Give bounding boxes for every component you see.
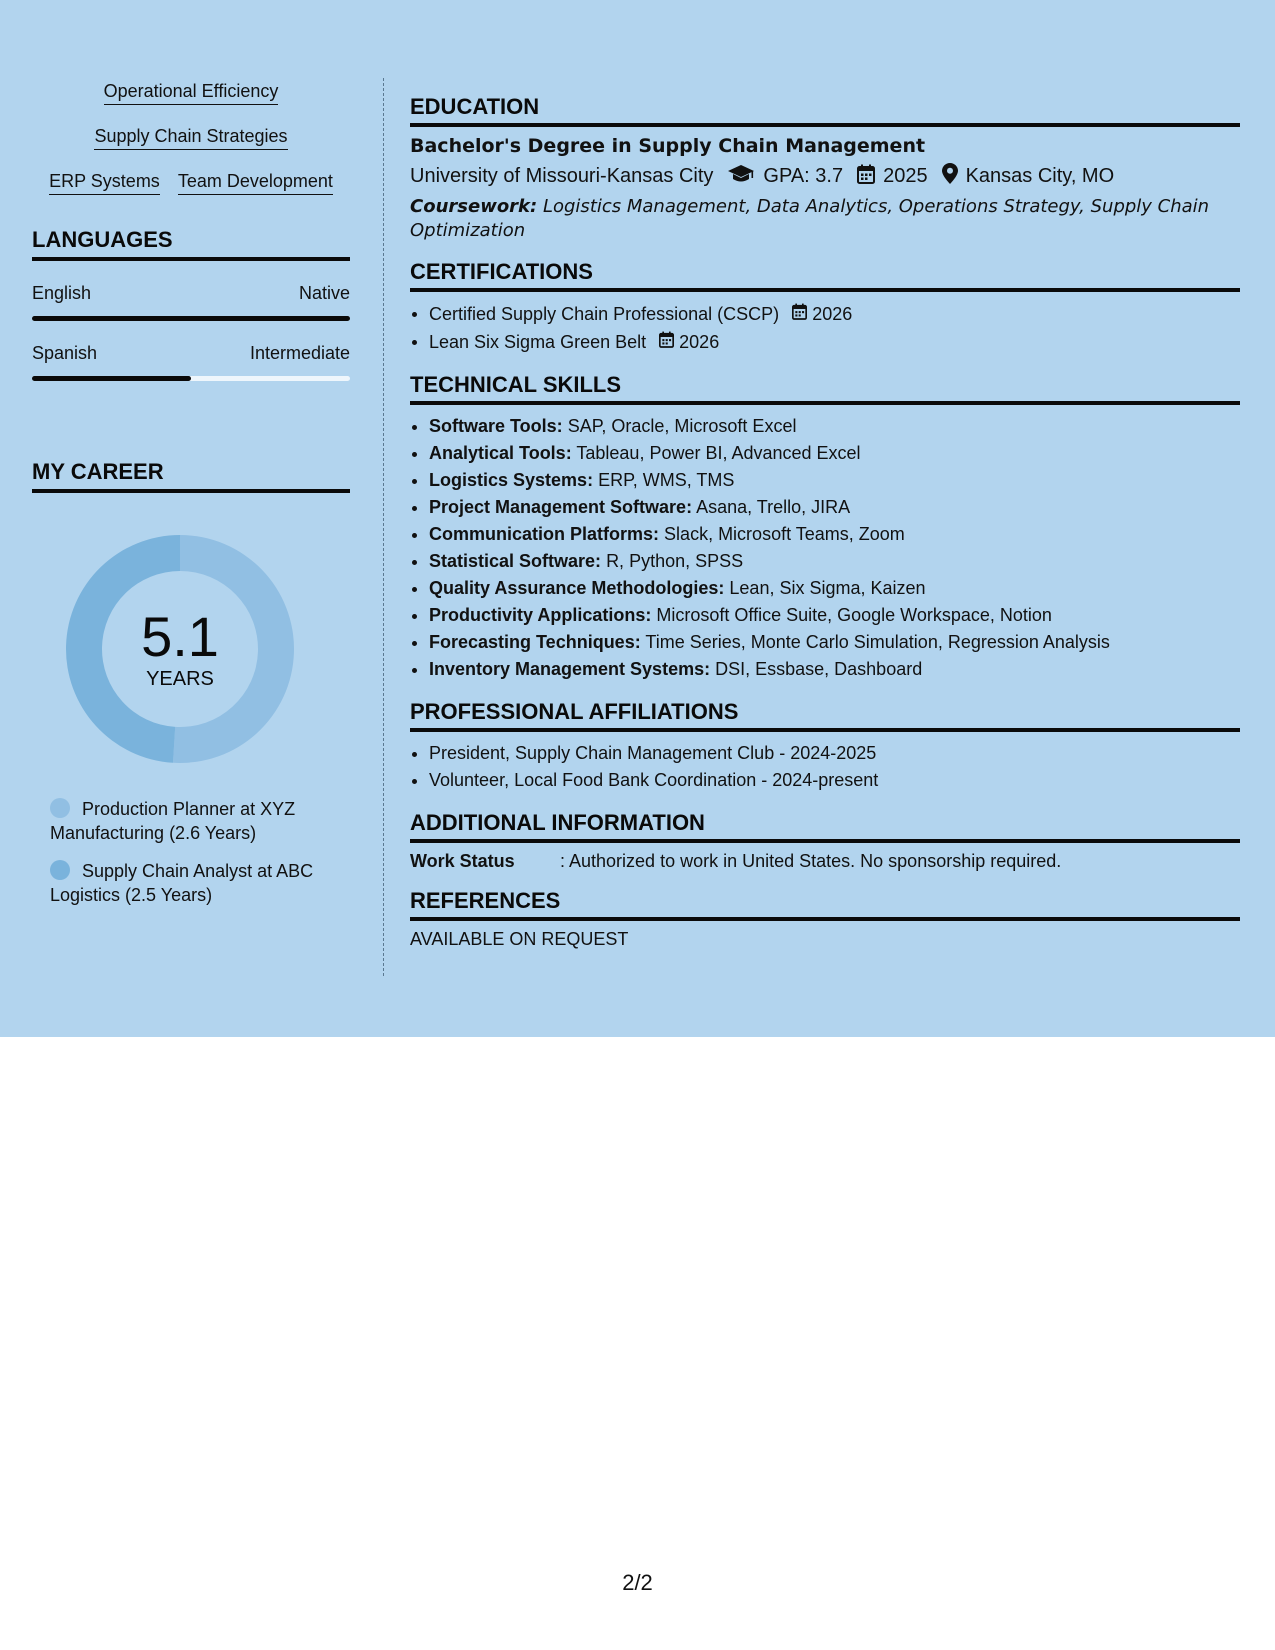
- certification-year: 2026: [679, 331, 720, 352]
- career-legend-label: Production Planner at XYZ Manufacturing (2.6 Years): [50, 799, 296, 843]
- legend-dot: [50, 860, 70, 880]
- skill-category: Quality Assurance Methodologies:: [429, 577, 725, 598]
- school-location: Kansas City, MO: [965, 165, 1115, 187]
- skill-tags: [32, 80, 350, 195]
- skill-item: [429, 413, 1240, 440]
- skill-category: Productivity Applications:: [429, 604, 652, 625]
- skill-row: [32, 80, 350, 105]
- section-heading: CERTIFICATIONS: [410, 259, 1240, 292]
- technical-skills-section: [410, 372, 1240, 683]
- skill-item: [429, 602, 1240, 629]
- skill-category: Statistical Software:: [429, 550, 602, 571]
- language-name: Spanish: [32, 343, 98, 363]
- total-years-value: 5.1: [141, 604, 219, 668]
- skill-values: Time Series, Monte Carlo Simulation, Regression Analysis: [645, 631, 1110, 652]
- main-content: [410, 94, 1240, 966]
- education-details: [410, 163, 1240, 190]
- certification-year: 2026: [812, 303, 853, 324]
- skill-category: Analytical Tools:: [429, 442, 572, 463]
- skill-category: Communication Platforms:: [429, 523, 660, 544]
- skill-row: [32, 125, 350, 150]
- coursework-list: Logistics Management, Data Analytics, Operations Strategy, Supply Chain Optimization: [410, 196, 1210, 241]
- location-pin-icon: [942, 163, 958, 190]
- career-legend-label: Supply Chain Analyst at ABC Logistics (2.5 Years): [50, 861, 314, 905]
- page-number: 2/2: [622, 1570, 653, 1595]
- skill-item: [429, 629, 1240, 656]
- language-item: [32, 343, 350, 381]
- skill-values: Lean, Six Sigma, Kaizen: [729, 577, 926, 598]
- affiliation-item: • Volunteer, Local Food Bank Coordination - 2024-present: [429, 767, 1240, 794]
- section-heading: REFERENCES: [410, 888, 1240, 921]
- career-heading: MY CAREER: [32, 459, 350, 493]
- affiliations-list: [410, 740, 1240, 794]
- career-legend-item: [50, 797, 340, 845]
- skill-category: Forecasting Techniques:: [429, 631, 641, 652]
- work-status-label: Work Status: [410, 850, 515, 871]
- calendar-icon: [792, 301, 807, 328]
- certification-item: [429, 328, 1240, 356]
- skill-tag: Supply Chain Strategies: [94, 125, 287, 150]
- language-item: [32, 283, 350, 321]
- language-level: Native: [298, 283, 350, 303]
- languages-heading: LANGUAGES: [32, 227, 350, 261]
- calendar-icon: [857, 164, 875, 190]
- language-level-bar: [32, 376, 350, 381]
- section-heading: TECHNICAL SKILLS: [410, 372, 1240, 405]
- work-status: [410, 851, 1240, 872]
- skill-values: Microsoft Office Suite, Google Workspace, Notion: [656, 604, 1052, 625]
- references-section: [410, 888, 1240, 950]
- career-legend-item: [50, 859, 340, 907]
- skill-category: Project Management Software:: [429, 496, 693, 517]
- skill-values: R, Python, SPSS: [606, 550, 744, 571]
- graduation-cap-icon: [727, 164, 755, 190]
- education-section: [410, 94, 1240, 243]
- school-name: University of Missouri-Kansas City: [410, 165, 714, 187]
- language-level-fill: [32, 376, 191, 381]
- skill-values: Slack, Microsoft Teams, Zoom: [664, 523, 905, 544]
- skill-values: ERP, WMS, TMS: [598, 469, 735, 490]
- skill-item: [429, 548, 1240, 575]
- certification-name: Lean Six Sigma Green Belt: [429, 331, 647, 352]
- affiliation-item: • President, Supply Chain Management Club - 2024-2025: [429, 740, 1240, 767]
- skill-item: [429, 521, 1240, 548]
- language-level-fill: [32, 316, 350, 321]
- skill-item: [429, 656, 1240, 683]
- references-text: AVAILABLE ON REQUEST: [410, 928, 629, 949]
- section-heading: EDUCATION: [410, 94, 1240, 127]
- skill-values: DSI, Essbase, Dashboard: [715, 658, 923, 679]
- skill-tag: Team Development: [178, 170, 333, 195]
- skill-item: [429, 467, 1240, 494]
- sidebar: [32, 80, 350, 921]
- column-divider: [383, 78, 384, 976]
- section-heading: PROFESSIONAL AFFILIATIONS: [410, 699, 1240, 732]
- certification-name: Certified Supply Chain Professional (CSCP): [429, 303, 780, 324]
- calendar-icon: [659, 329, 674, 356]
- gpa: GPA: 3.7: [763, 165, 844, 187]
- skill-row: [32, 170, 350, 195]
- skill-tag: ERP Systems: [49, 170, 160, 195]
- skill-item: [429, 575, 1240, 602]
- language-name: English: [32, 283, 92, 303]
- affiliations-section: [410, 699, 1240, 794]
- section-heading: ADDITIONAL INFORMATION: [410, 810, 1240, 843]
- skill-values: Asana, Trello, JIRA: [696, 496, 851, 517]
- language-level: Intermediate: [249, 343, 350, 363]
- certifications-section: [410, 259, 1240, 356]
- career-legend: [50, 797, 350, 907]
- coursework-label: Coursework:: [410, 196, 538, 217]
- certifications-list: [410, 300, 1240, 356]
- certification-item: [429, 300, 1240, 328]
- degree-title: Bachelor's Degree in Supply Chain Management: [410, 135, 926, 157]
- additional-info-section: [410, 810, 1240, 872]
- work-status-value: : Authorized to work in United States. No sponsorship required.: [560, 850, 1062, 871]
- total-years-label: YEARS: [146, 667, 214, 690]
- career-donut-chart: [66, 535, 294, 763]
- skill-values: SAP, Oracle, Microsoft Excel: [567, 415, 797, 436]
- skill-category: Inventory Management Systems:: [429, 658, 711, 679]
- skill-item: [429, 440, 1240, 467]
- skill-tag: Operational Efficiency: [104, 80, 279, 105]
- coursework: [410, 195, 1240, 243]
- technical-skills-list: [410, 413, 1240, 683]
- skill-category: Software Tools:: [429, 415, 563, 436]
- graduation-year: 2025: [883, 165, 928, 187]
- language-level-bar: [32, 316, 350, 321]
- skill-category: Logistics Systems:: [429, 469, 594, 490]
- skill-item: [429, 494, 1240, 521]
- donut-center: [66, 535, 294, 763]
- skill-values: Tableau, Power BI, Advanced Excel: [576, 442, 861, 463]
- legend-dot: [50, 798, 70, 818]
